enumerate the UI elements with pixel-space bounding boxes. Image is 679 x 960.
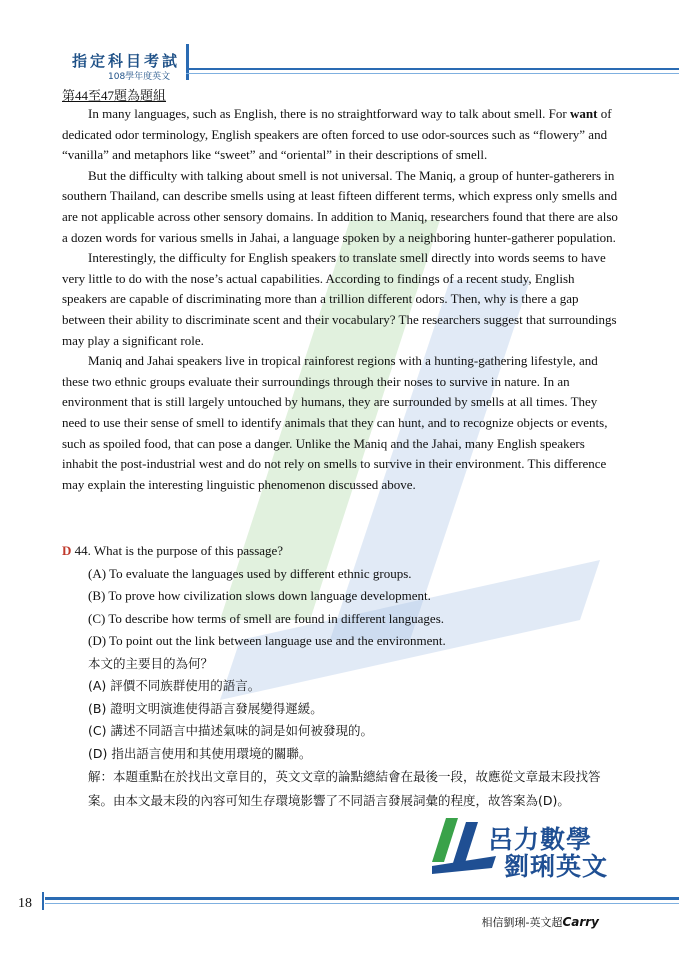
passage-paragraph-2: But the difficulty with talking about smell is not universal. The Maniq, a group of hunter-gatherers in southern Thailand, can describe smells using at least fifteen different terms, which express only smells and are not applicable across other sensory domains. In addition to Maniq, researchers found that there are also a dozen words for various smells in Jahai, a language spoken by a neighboring hunter-gatherer population. [62,167,618,245]
explanation: 解：本題重點在於找出文章目的，英文文章的論點總結會在最後一段，故應從文章最末段找答案。由本文最末段的內容可知生存環境影響了不同語言發展詞彙的程度，故答案為(D)。 [88,769,601,808]
option-d: (D) To point out the link between language use and the environment. [88,633,446,648]
question-group-label: 第44至47題為題組 [62,88,167,103]
zh-option-d: (D) 指出語言使用和其使用環境的關聯。 [88,745,312,761]
footer-rule [45,897,679,900]
answer-key: D [62,543,72,558]
question-44 [62,540,622,813]
header-title: 指定科目考試 [72,52,181,70]
passage-vocab-word: want [569,106,598,121]
passage-paragraph-1-part-2: of dedicated odor terminology, English speakers are often forced to use odor-sources such as “flowery” and “vanilla” and metaphors like “sweet” and “oriental” in their descriptions of smell. [62,106,612,163]
logo-text-math: 呂力數學 [488,825,593,854]
passage-paragraph-1-part-1: In many languages, such as English, there is no straightforward way to talk about smell. For [88,106,570,121]
header-rule-thin [186,73,679,74]
header-vertical-rule [186,44,189,80]
reading-passage [62,104,618,495]
question-stem-line [62,540,622,563]
option-c: (C) To describe how terms of smell are found in different languages. [88,610,445,626]
header-rule [186,68,679,70]
zh-question-stem: 本文的主要目的為何？ [88,655,214,671]
passage-paragraph-4: Maniq and Jahai speakers live in tropical rainforest regions with a hunting-gathering lifestyle, and these two ethnic groups evaluate their surroundings through their noses to survive in nature. In an environment that is still largely untouched by humans, they are surrounded by smells at all times. They need to use their sense of smell to identify animals that they can hunt, and to recognize objects or events, such as spoiled food, that can pose a danger. Unlike the Maniq and the Jahai, many English speakers inhabit the post-industrial west and do not rely on smells to survive in their environment. This difference may explain the interesting linguistic phenomenon discussed above. [62,353,608,492]
footer-vertical-rule [42,892,44,910]
zh-option-a: (A) 評價不同族群使用的語言。 [88,678,261,693]
zh-option-b: (B) 證明文明演進使得語言發展變得遲緩。 [88,700,323,716]
footer-slogan-prefix: 相信劉琍-英文超 [481,916,563,929]
page-number: 18 [18,896,32,911]
logo-text-english: 劉琍英文 [504,852,609,881]
footer-slogan [481,914,599,930]
brand-logo [432,818,632,881]
passage-paragraph-1 [62,104,618,166]
header-subtitle: 108學年度英文 [108,72,171,82]
passage-paragraph-3: Interestingly, the difficulty for English speakers to translate smell directly into words seems to have very little to do with the nose’s actual capabilities. According to findings of a recent study, English speakers are capable of discriminating more than a trillion different odors. Then, why is there a gap between their ability to discriminate scent and their vocabulary? The researchers suggest that surroundings may play a significant role. [62,250,617,348]
question-stem: 44. What is the purpose of this passage? [74,543,284,558]
option-b: (B) To prove how civilization slows down language development. [88,588,431,603]
zh-option-c: (C) 講述不同語言中描述氣味的詞是如何被發現的。 [88,723,373,738]
footer-slogan-emphasis: Carry [562,915,599,929]
option-a: (A) To evaluate the languages used by different ethnic groups. [88,565,412,581]
footer-rule-thin [45,903,679,904]
